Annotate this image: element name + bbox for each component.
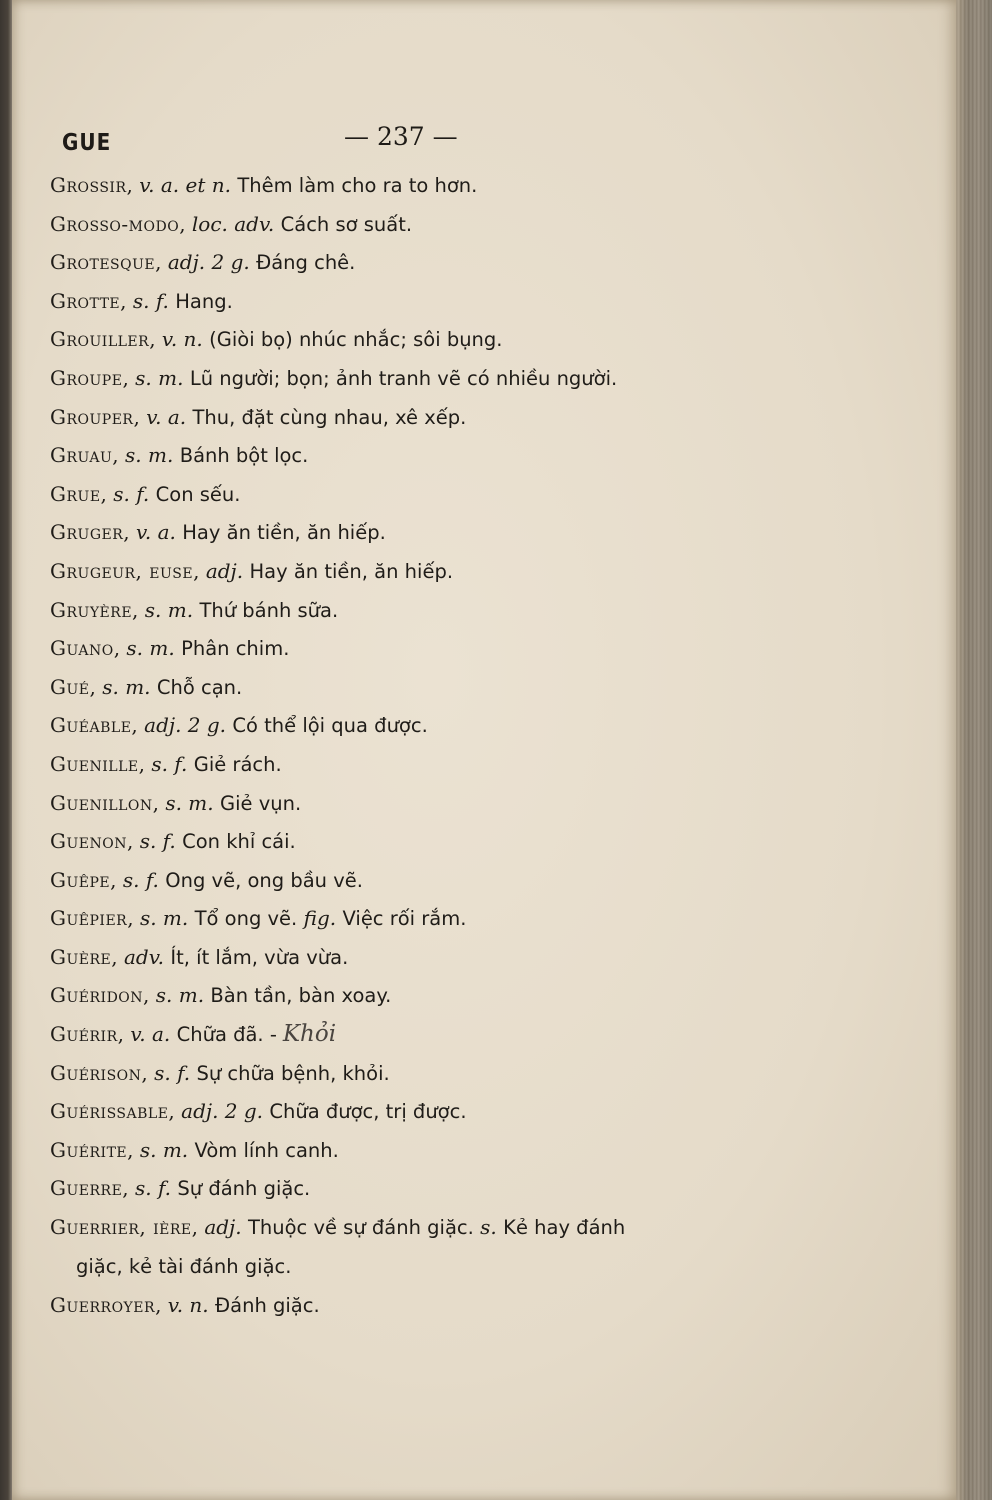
gloss-continuation: giặc, kẻ tài đánh giặc. bbox=[76, 1254, 292, 1278]
entry-gueridon: Guéridon, s. m. Bàn tần, bàn xoay. bbox=[50, 983, 392, 1008]
grammar: s. f. bbox=[122, 867, 159, 892]
grammar: s. f. bbox=[132, 288, 169, 313]
gloss: Cách sơ suất. bbox=[280, 212, 413, 236]
gloss: Đáng chê. bbox=[256, 251, 356, 275]
gloss: Thêm làm cho ra to hơn. bbox=[237, 174, 478, 197]
headword: Guenillon bbox=[50, 790, 153, 815]
headword: Guérison bbox=[50, 1060, 142, 1085]
gloss: Sự đánh giặc. bbox=[177, 1177, 311, 1201]
grammar: s. f. bbox=[154, 1060, 191, 1085]
headword: Guenon bbox=[50, 829, 127, 854]
gloss: Lũ người; bọn; ảnh tranh vẽ có nhiều người. bbox=[189, 366, 618, 390]
grammar: loc. adv. bbox=[191, 211, 275, 236]
entry-guere: Guère, adv. Ít, ít lắm, vừa vừa. bbox=[50, 944, 349, 969]
gloss: Thu, đặt cùng nhau, xê xếp. bbox=[192, 405, 467, 429]
entry-guerroyer: Guerroyer, v. n. Đánh giặc. bbox=[50, 1293, 320, 1318]
gloss: Thứ bánh sữa. bbox=[199, 598, 339, 622]
gloss: Bánh bột lọc. bbox=[179, 444, 309, 468]
page-header bbox=[62, 118, 482, 158]
gloss: (Giòi bọ) nhúc nhắc; sôi bụng. bbox=[209, 328, 503, 352]
grammar: v. a. bbox=[146, 404, 187, 429]
gloss: Ít, ít lắm, vừa vừa. bbox=[170, 945, 349, 969]
headword: Guano bbox=[50, 636, 114, 661]
gloss: Con sếu. bbox=[155, 482, 241, 506]
book-page-edges bbox=[954, 0, 992, 1500]
headword: Grue bbox=[50, 481, 101, 506]
grammar: s. m. bbox=[135, 365, 184, 390]
gloss: Vòm lính canh. bbox=[194, 1138, 339, 1162]
entry-grosso-modo: Grosso-modo, loc. adv. Cách sơ suất. bbox=[50, 211, 413, 236]
headword: Guerrier, ière bbox=[50, 1215, 192, 1240]
grammar-secondary: s. bbox=[480, 1215, 497, 1240]
entry-guenille: Guenille, s. f. Giẻ rách. bbox=[50, 751, 282, 776]
grammar: s. m. bbox=[125, 443, 174, 468]
dictionary-entries bbox=[50, 166, 790, 1325]
grammar: s. f. bbox=[151, 751, 188, 776]
gloss: Chỗ cạn. bbox=[156, 675, 243, 699]
grammar: v. n. bbox=[161, 327, 203, 352]
grammar: adj. 2 g. bbox=[144, 713, 227, 738]
headword: Guéable bbox=[50, 713, 132, 738]
headword: Guêpe bbox=[50, 867, 111, 892]
entry-guerite: Guérite, s. m. Vòm lính canh. bbox=[50, 1137, 339, 1162]
grammar: s. f. bbox=[113, 481, 150, 506]
entry-gruau: Gruau, s. m. Bánh bột lọc. bbox=[50, 443, 309, 468]
headword: Guérissable bbox=[50, 1099, 169, 1124]
grammar: v. n. bbox=[167, 1293, 209, 1318]
handwritten-note: Khỏi bbox=[282, 1021, 337, 1048]
headword: Gruger bbox=[50, 520, 124, 545]
gloss: Tổ ong vẽ. bbox=[194, 907, 298, 931]
grammar: adj. 2 g. bbox=[181, 1099, 264, 1124]
headword: Grouper bbox=[50, 404, 134, 429]
headword: Guère bbox=[50, 944, 112, 969]
grammar: s. m. bbox=[165, 790, 214, 815]
entry-gueable: Guéable, adj. 2 g. Có thể lội qua được. bbox=[50, 713, 428, 738]
grammar: adv. bbox=[123, 944, 164, 969]
grammar: s. m. bbox=[126, 636, 175, 661]
gloss: Phân chim. bbox=[181, 637, 290, 661]
gloss: Hay ăn tiền, ăn hiếp. bbox=[249, 559, 454, 583]
page-number: — 237 — bbox=[344, 122, 458, 151]
entry-guano: Guano, s. m. Phân chim. bbox=[50, 636, 290, 661]
gloss: Chữa đã. - bbox=[176, 1023, 277, 1047]
grammar: s. m. bbox=[155, 983, 205, 1008]
headword: Guenille bbox=[50, 751, 139, 776]
grammar: v. a. et n. bbox=[139, 173, 231, 197]
headword: Grotesque bbox=[50, 250, 156, 275]
entry-guepier: Guêpier, s. m. Tổ ong vẽ. fig. Việc rối rắm. bbox=[50, 906, 467, 931]
gloss: Có thể lội qua được. bbox=[232, 714, 428, 738]
gloss: Giẻ rách. bbox=[193, 752, 282, 776]
gloss: Hang. bbox=[175, 289, 233, 313]
headword: Grosso-modo bbox=[50, 211, 180, 236]
gloss: Bàn tần, bàn xoay. bbox=[210, 984, 392, 1008]
gloss: Chữa được, trị được. bbox=[269, 1100, 467, 1124]
gloss: Đánh giặc. bbox=[215, 1294, 320, 1318]
headword: Gruyère bbox=[50, 597, 133, 622]
headword: Groupe bbox=[50, 365, 123, 390]
headword: Guerroyer bbox=[50, 1293, 156, 1318]
entry-grouper: Grouper, v. a. Thu, đặt cùng nhau, xê xếp. bbox=[50, 404, 467, 429]
entry-gruger: Gruger, v. a. Hay ăn tiền, ăn hiếp. bbox=[50, 520, 386, 545]
headword: Grouiller bbox=[50, 327, 150, 352]
gloss-secondary: Kẻ hay đánh bbox=[503, 1216, 626, 1240]
gloss: Sự chữa bệnh, khỏi. bbox=[196, 1061, 390, 1085]
headword: Guerre bbox=[50, 1176, 123, 1201]
entry-guerissable: Guérissable, adj. 2 g. Chữa được, trị được. bbox=[50, 1099, 467, 1124]
grammar-secondary: fig. bbox=[303, 906, 337, 931]
grammar: v. a. bbox=[135, 520, 176, 545]
headword: Gué bbox=[50, 674, 90, 699]
headword: Guéridon bbox=[50, 983, 144, 1008]
headword: Grugeur, euse bbox=[50, 558, 194, 583]
gloss-secondary: Việc rối rắm. bbox=[342, 907, 467, 931]
gloss: Giẻ vụn. bbox=[220, 791, 302, 815]
entry-gue: Gué, s. m. Chỗ cạn. bbox=[50, 674, 243, 699]
entry-groupe: Groupe, s. m. Lũ người; bọn; ảnh tranh vẽ có nhiều người. bbox=[50, 365, 618, 390]
entry-grotesque: Grotesque, adj. 2 g. Đáng chê. bbox=[50, 250, 356, 275]
headword: Guérir bbox=[50, 1022, 118, 1047]
entry-guerir: Guérir, v. a. Chữa đã. - Khỏi bbox=[50, 1021, 337, 1048]
headword: Guêpier bbox=[50, 906, 128, 931]
headword: Grotte bbox=[50, 288, 121, 313]
entry-grue: Grue, s. f. Con sếu. bbox=[50, 481, 241, 506]
grammar: adj. 2 g. bbox=[167, 250, 250, 275]
grammar: s. m. bbox=[139, 1137, 189, 1162]
entry-guenon: Guenon, s. f. Con khỉ cái. bbox=[50, 829, 296, 854]
gloss: Thuộc về sự đánh giặc. bbox=[247, 1216, 474, 1240]
entry-grugeur: Grugeur, euse, adj. Hay ăn tiền, ăn hiếp. bbox=[50, 558, 454, 583]
headword: Gruau bbox=[50, 443, 113, 468]
grammar: s. m. bbox=[144, 597, 194, 622]
entry-grossir: Grossir, v. a. et n. Thêm làm cho ra to hơn. bbox=[50, 173, 478, 197]
gloss: Ong vẽ, ong bầu vẽ. bbox=[165, 868, 363, 892]
grammar: s. m. bbox=[102, 674, 151, 699]
entry-grouiller: Grouiller, v. n. (Giòi bọ) nhúc nhắc; sôi bụng. bbox=[50, 327, 503, 352]
section-label: GUE bbox=[62, 128, 112, 156]
entry-gruyere: Gruyère, s. m. Thứ bánh sữa. bbox=[50, 597, 339, 622]
headword: Grossir bbox=[50, 173, 127, 197]
entry-guenillon: Guenillon, s. m. Giẻ vụn. bbox=[50, 790, 302, 815]
entry-guerrier: Guerrier, ière, adj. Thuộc về sự đánh giặc. s. Kẻ hay đánh giặc, kẻ tài đánh giặc. bbox=[50, 1208, 790, 1286]
grammar: s. f. bbox=[139, 829, 176, 854]
gloss: Hay ăn tiền, ăn hiếp. bbox=[182, 521, 386, 545]
gloss: Con khỉ cái. bbox=[182, 830, 296, 854]
grammar: s. m. bbox=[139, 906, 189, 931]
headword: Guérite bbox=[50, 1137, 128, 1162]
grammar: adj. bbox=[205, 558, 244, 583]
grammar: adj. bbox=[204, 1215, 242, 1240]
grammar: s. f. bbox=[135, 1176, 172, 1201]
grammar: v. a. bbox=[130, 1022, 171, 1047]
entry-guepe: Guêpe, s. f. Ong vẽ, ong bầu vẽ. bbox=[50, 867, 363, 892]
entry-guerre: Guerre, s. f. Sự đánh giặc. bbox=[50, 1176, 311, 1201]
entry-guerison: Guérison, s. f. Sự chữa bệnh, khỏi. bbox=[50, 1060, 390, 1085]
entry-grotte: Grotte, s. f. Hang. bbox=[50, 288, 233, 313]
